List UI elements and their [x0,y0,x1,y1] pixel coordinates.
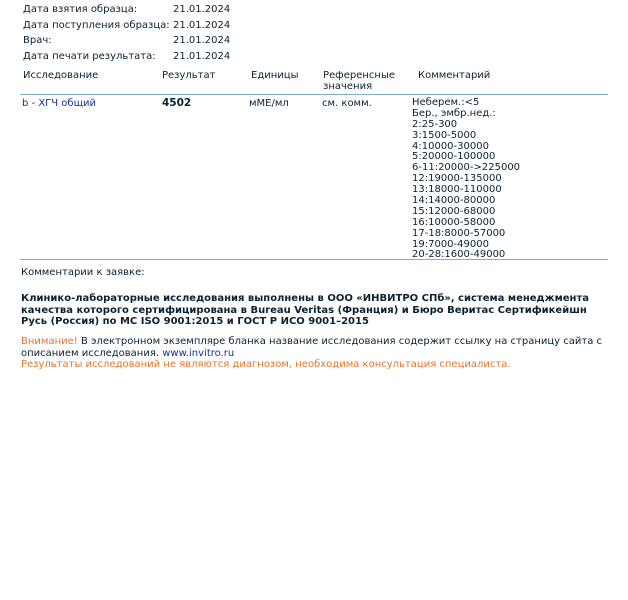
column-header-units: Единицы [251,70,299,81]
meta-row-receipt-date [23,18,230,34]
meta-value: 21.01.2024 [173,50,231,62]
comment-line: Неберем.:<5 [412,97,480,108]
comment-line: 16:10000-58000 [412,216,496,228]
column-header-comment: Комментарий [418,70,491,81]
comment-line: 19:7000-49000 [412,238,489,250]
column-header-result: Результат [162,70,216,81]
notice-text: В электронном экземпляре бланка название исследования содержит ссылку на страницу сайта с описанием исследования. [21,336,603,359]
comment-line: 4:10000-30000 [412,140,489,152]
meta-label: Дата поступления образца: [23,19,170,31]
comment-line: 20-28:1600-49000 [412,249,506,261]
column-header-reference [323,70,395,92]
invitro-website-link[interactable]: www.invitro.ru [162,347,235,359]
meta-label: Дата печати результата: [23,50,156,62]
sample-meta [23,2,230,64]
meta-value: 21.01.2024 [173,35,231,46]
comment-line: 3:1500-5000 [412,129,477,141]
test-name-link[interactable]: b - ХГЧ общий [22,98,96,109]
comment-line: 6-11:20000->225000 [412,162,521,174]
comment-line: 13:18000-110000 [412,184,502,196]
comment-line: 17-18:8000-57000 [412,227,506,239]
meta-value: 21.01.2024 [173,19,231,31]
notice-block [21,336,616,371]
test-units: мМЕ/мл [249,98,289,109]
comment-line: Бер., эмбр.нед.: [412,107,496,119]
meta-row-print-date [23,49,230,65]
column-header-test: Исследование [23,70,99,81]
meta-label: Дата взятия образца: [23,4,138,15]
comment-line: 12:19000-135000 [412,173,502,185]
comment-line: 14:14000-80000 [412,195,496,207]
meta-label: Врач: [23,35,52,46]
warning-label: Внимание! [21,336,78,347]
test-reference: см. комм. [322,98,372,109]
disclaimer-text: Результаты исследований не являются диагнозом, необходима консультация специалиста. [21,359,511,370]
test-result-value: 4502 [162,97,192,109]
column-header-reference-line2: значения [323,81,373,92]
meta-row-doctor [23,33,230,49]
order-comments-label: Комментарии к заявке: [21,267,145,278]
reference-comment-list [412,98,520,261]
certification-statement: Клинико-лабораторные исследования выполнены в ООО «ИНВИТРО СПб», система менеджмента качества которого сертифицирована в Bureau Veritas (Франция) и Бюро Веритас Сертификейшн Русь (Россия) по МС ISO 9001:2015 и ГОСТ Р ИСО 9001–2015 [21,293,589,327]
meta-value: 21.01.2024 [173,4,231,15]
table-bottom-divider [20,259,608,260]
table-header-divider [20,94,608,95]
comment-line: 15:12000-68000 [412,205,496,217]
comment-line: 2:25-300 [412,118,458,130]
column-header-reference-line1: Референсные [323,70,396,81]
meta-row-collection-date [23,2,230,18]
comment-line: 5:20000-100000 [412,151,496,163]
